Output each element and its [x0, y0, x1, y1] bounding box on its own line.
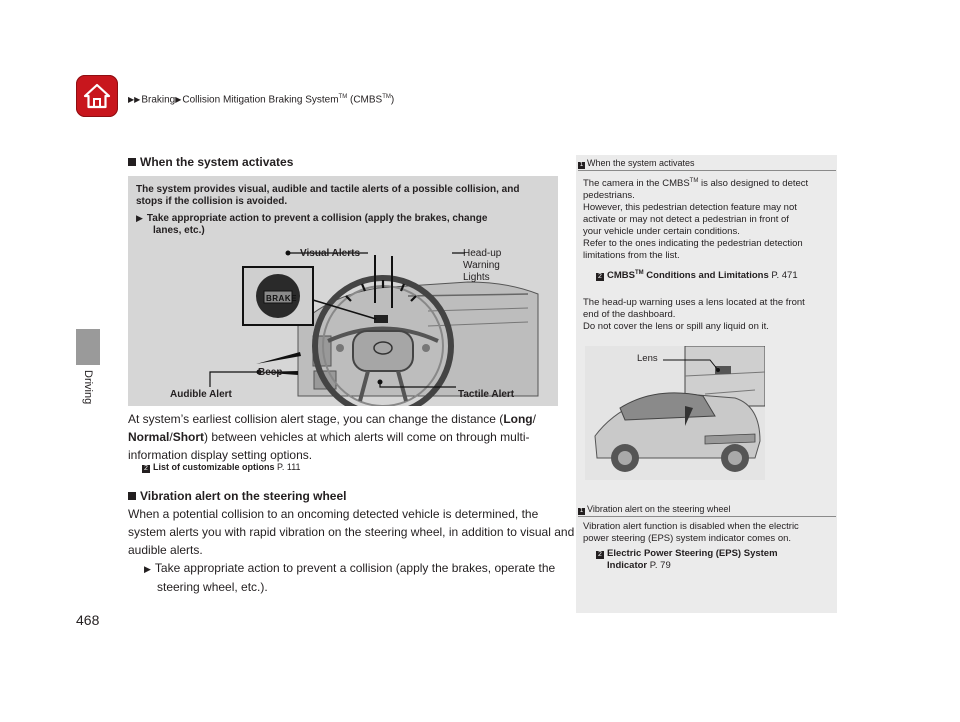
step-arrow-icon: ▶: [136, 213, 143, 223]
section-heading-activates: When the system activates: [128, 155, 293, 169]
breadcrumb: [128, 94, 394, 105]
steering-wheel-illustration: [128, 176, 558, 406]
label-head-up-warning-lights: Head-up Warning Lights: [463, 248, 502, 283]
label-lens: Lens: [637, 353, 658, 364]
tm-mark: TM: [338, 94, 348, 100]
note-title-vibration: 1 Vibration alert on the steering wheel: [579, 504, 731, 514]
cross-reference-icon: 2: [142, 465, 150, 473]
cross-reference-icon: 2: [596, 551, 604, 559]
step-vibration: ▶ Take appropriate action to prevent a collision (apply the brakes, operate the steering wheel, etc.).: [144, 561, 556, 594]
breadcrumb-paren-close: ): [390, 94, 395, 106]
label-tactile-alert: Tactile Alert: [458, 389, 515, 400]
label-audible-alert: Audible Alert: [170, 389, 232, 400]
tm-mark: TM: [382, 94, 391, 100]
cross-reference-icon: 2: [596, 273, 604, 281]
note-body-lens: The head-up warning uses a lens located at the front end of the dashboard. Do not cover the lens or spill any liquid on it.: [583, 297, 805, 332]
page-number: 468: [76, 612, 100, 628]
home-icon: [82, 81, 112, 111]
bullet-square-icon: [128, 158, 136, 166]
note-body-activates: The camera in the CMBS™ is also designed to detect pedestrians. However, this pedestrian detection feature may not activate or may not detect a pedestrian in front of your vehicle under certain conditions. Refer to the ones indicating the pedestrian detection limitations from the list.: [583, 178, 809, 262]
paragraph-vibration: When a potential collision to an oncoming detected vehicle is determined, the system alerts you with rapid vibration on the steering wheel, in addition to visual and audible alerts.: [128, 507, 575, 557]
note-divider: [578, 170, 836, 171]
label-beep: Beep: [258, 367, 283, 378]
xref-customizable-options[interactable]: 2 List of customizable options P. 111: [142, 462, 301, 473]
note-divider: [578, 516, 836, 517]
step-arrow-icon: ▶: [144, 564, 151, 574]
note-title-activates: 1 When the system activates: [579, 158, 695, 168]
bullet-square-icon: [128, 492, 136, 500]
chevron-right-icon: ▶: [175, 95, 182, 105]
brake-indicator-text: BRAKE: [266, 294, 297, 303]
xref-cmbs-conditions[interactable]: 2 CMBS™ Conditions and Limitations P. 471: [596, 270, 798, 281]
label-visual-alerts: Visual Alerts: [300, 248, 361, 259]
section-heading-vibration: Vibration alert on the steering wheel: [128, 489, 347, 503]
chapter-tab-marker[interactable]: [76, 329, 100, 365]
breadcrumb-paren: (CMBS: [347, 94, 383, 106]
home-button[interactable]: [76, 75, 118, 117]
panel-intro: The system provides visual, audible and tactile alerts of a possible collision, and stops if the collision is avoided.: [136, 184, 520, 207]
panel-step: ▶ Take appropriate action to prevent a collision (apply the brakes, change lanes, etc.): [136, 213, 488, 236]
xref-eps-indicator[interactable]: 2 Electric Power Steering (EPS) System Indicator P. 79: [596, 548, 778, 572]
paragraph-alert-distance: At system’s earliest collision alert stage, you can change the distance (Long/ Normal/Short) between vehicles at which alerts will come on through multi- information display setting options.: [128, 412, 536, 462]
chevron-right-icon: ▶▶: [128, 95, 141, 105]
chapter-label: Driving: [82, 370, 94, 405]
note-body-vibration: Vibration alert function is disabled when the electric power steering (EPS) system indicator comes on.: [583, 521, 799, 544]
breadcrumb-braking[interactable]: Braking: [141, 94, 176, 106]
car-lens-illustration: [585, 346, 765, 480]
breadcrumb-cmbs[interactable]: Collision Mitigation Braking System: [182, 94, 339, 106]
